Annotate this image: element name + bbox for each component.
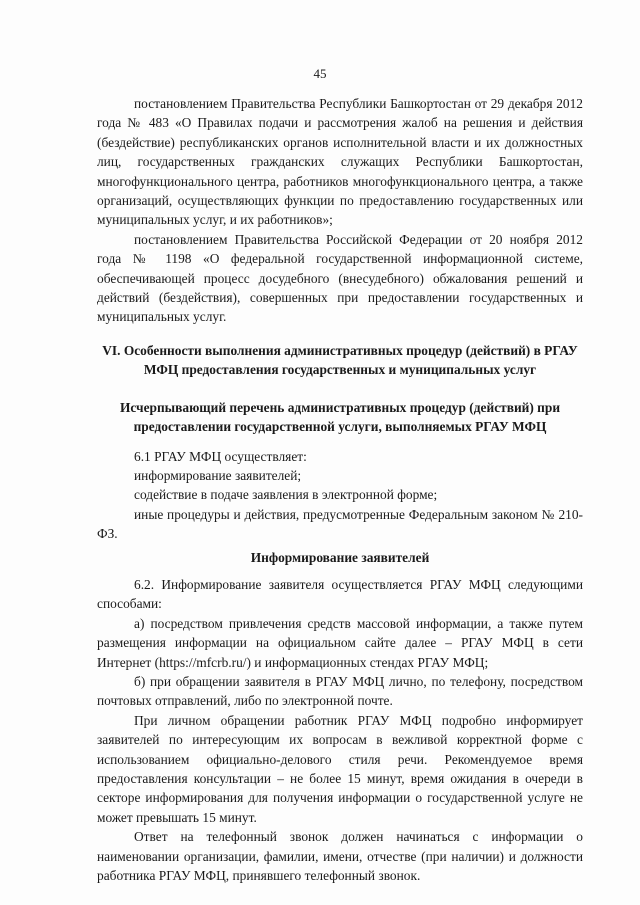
paragraph-mass-media: а) посредством привлечения средств массовой информации, а также путем размещения информации на официальном сайте далее – РГАУ МФЦ в сети Интернет (https://mfcrb.ru/) и информационных стендах РГАУ МФЦ;	[97, 615, 583, 670]
list-item: 6.1 РГАУ МФЦ осуществляет:	[134, 448, 307, 464]
procedure-list	[97, 447, 583, 544]
paragraph-phone-call: Ответ на телефонный звонок должен начинаться с информации о наименовании организации, фамилии, имени, отчестве (при наличии) и должности работника РГАУ МФЦ, принявшего телефонный звонок.	[97, 829, 583, 884]
paragraph-personal-appeal: б) при обращении заявителя в РГАУ МФЦ лично, по телефону, посредством почтовых отправлений, либо по электронной почте.	[97, 673, 583, 709]
list-item: информирование заявителей;	[134, 467, 302, 483]
page-content	[97, 94, 583, 885]
paragraph-resolution-483: постановлением Правительства Республики Башкортостан от 29 декабря 2012 года № 483 «О Правилах подачи и рассмотрения жалоб на решения и действия (бездействие) республиканских органов исполнительной власти и их должностных лиц, государственных гражданских служащих Республики Башкортостан, многофункционального центра, работников многофункционального центра, а также организаций, осуществляющих функции по предоставлению государственных или муниципальных услуг, и их работников»;	[97, 96, 583, 228]
list-item: иные процедуры и действия, предусмотренные Федеральным законом № 210-ФЗ.	[97, 506, 583, 542]
paragraph-6-2: 6.2. Информирование заявителя осуществляется РГАУ МФЦ следующими способами:	[97, 576, 583, 612]
subheading-procedure-list: Исчерпывающий перечень административных процедур (действий) при предоставлении государственной услуги, выполняемых РГАУ МФЦ	[119, 399, 561, 435]
section-heading: VI. Особенности выполнения административных процедур (действий) в РГАУ МФЦ предоставления государственных и муниципальных услуг	[102, 342, 578, 378]
list-item: содействие в подаче заявления в электронной форме;	[134, 487, 438, 503]
paragraph-resolution-1198: постановлением Правительства Российской Федерации от 20 ноября 2012 года № 1198 «О федеральной государственной информационной системе, обеспечивающей процесс досудебного (внесудебного) обжалования решений и действий (бездействия), совершенных при предоставлении государственных и муниципальных услуг.	[97, 231, 583, 325]
subheading-informing: Информирование заявителей	[250, 549, 430, 565]
page-number: 45	[313, 66, 327, 81]
paragraph-consultation: При личном обращении работник РГАУ МФЦ подробно информирует заявителей по интересующим их вопросам в вежливой корректной форме с использованием официально-делового стиля речи. Рекомендуемое время предоставления консультации – не более 15 минут, время ожидания в очереди в секторе информирования для получения информации о государственной услуге не может превышать 15 минут.	[97, 712, 583, 825]
